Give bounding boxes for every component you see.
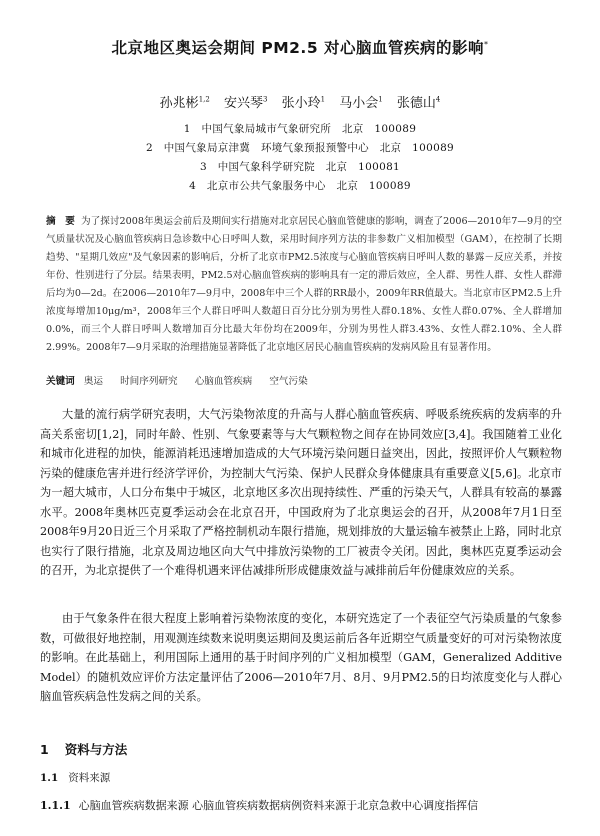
paper-title [0,36,600,58]
keyword: 心脑血管疾病 [194,376,253,387]
author: 张小玲$^1$ [281,95,326,111]
affiliation: 1 中国气象局城市气象研究所 北京 100089 [183,123,417,135]
title-text: 北京地区奥运会期间 PM2.5 对心脑血管疾病的影响 [111,39,485,57]
subsection-heading: 1.1 资料来源 [40,772,111,784]
keyword: 时间序列研究 [120,376,178,387]
subsubsection-heading: 1.1.1 心脑血管疾病数据来源 心脑血管疾病数据病例资料来源于北京急救中心调度指挥信 [40,799,479,812]
author: 马小会$^1$ [339,95,383,111]
abstract [46,213,562,357]
section-heading: 1 资料与方法 [40,742,128,757]
body-paragraph: 大量的流行病学研究表明，大气污染物浓度的升高与人群心脑血管疾病、呼吸系统疾病的发病率的升高关系密切[1,2]，同时年龄、性别、气象要素等与大气颗粒物之间存在协同效应[3,4]。我国随着工业化和城市化进程的加快，能源消耗迅速增加造成的大气环境污染问题日益突出，因此，按照评价人气颗粒物污染的健康危害并进行经济学评价，为控制大气污染、保护人民群众身体健康具有重要意义[5,6]。北京市为一超大城市，人口分布集中于城区，北京地区多次出现持续性、严重的污染天气，人群具有较高的暴露水平。2008年奥林匹克夏季运动会在北京召开，中国政府为了北京奥运会的召开，从2008年7月1日至2008年9月20日近三个月采取了严格控制机动车限行措施，规划排放的大量运输车被禁止上路，同时北京也实行了限行措施，北京及周边地区向大气中排放污染物的工厂被责令关闭。因此，奥林匹克夏季运动会的召开，为北京提供了一个难得机遇来评估减排所形成健康效益与减排前后年份健康效应的关系。 [40,408,562,577]
author: 安兴琴$^3$ [223,95,268,111]
abstract-label: 摘 要 [46,216,75,227]
affiliation: 4 北京市公共气象服务中心 北京 100089 [189,180,411,192]
title-footnote-mark: * [484,39,489,49]
keywords [46,373,562,387]
author: 张德山$^4$ [396,95,441,111]
body-paragraph: 由于气象条件在很大程度上影响着污染物浓度的变化，本研究选定了一个表征空气污染质量的气象参数，可做很好地控制，用观测连续数来说明奥运期间及奥运前后各年近期空气质量变好的可对污染物浓度的影响。在此基础上，利用国际上通用的基于时间序列的广义相加模型（GAM，Generalized Additive Model）的随机效应评价方法定量评估了2006—2010年7月、8月、9月PM2.5的日均浓度变化与人群心脑血管疾病急性发病之间的关系。 [40,612,562,703]
author-list [0,92,600,111]
author: 孙兆彬$^{1,2}$ [159,95,210,111]
affiliation: 3 中国气象科学研究院 北京 100081 [199,161,401,173]
keywords-label: 关键词 [46,376,75,387]
affiliation: 2 中国气象局京津冀 环境气象预报预警中心 北京 100089 [145,142,455,154]
keyword: 奥运 [83,376,104,387]
keyword: 空气污染 [269,376,308,387]
abstract-text: 为了探讨2008年奥运会前后及期间实行措施对北京居民心脑血管健康的影响，调查了2006—2010年7—9月的空气质量状况及心脑血管疾病日急诊数中心日呼叫人数，采用时间序列方法的非参数广义相加模型（GAM），在控制了长期趋势、"星期几效应"及气象因素的影响后，分析了北京市PM2.5浓度与心脑血管疾病日呼叫人数的暴露－反应关系，并按年份、性别进行了分层。结果表明，PM2.5对心脑血管疾病的影响具有一定的滞后效应，全人群、男性人群、女性人群滞后均为0—2d。在2006—2010年7—9月中，2008年中三个人群的RR最小，2009年RR值最大。当北京市区PM2.5上升浓度每增加10μg/m³，2008年三个人群日呼叫人数超日百分比分别为男性人群0.18%、女性人群0.07%、全人群增加0.0%，而三个人群日呼叫人数增加百分比最大年份均在2009年，分别为男性人群3.43%、女性人群2.10%、全人群2.99%。2008年7—9月采取的治理措施显著降低了北京地区居民心脑血管疾病的发病风险且有显著作用。 [46,216,563,353]
